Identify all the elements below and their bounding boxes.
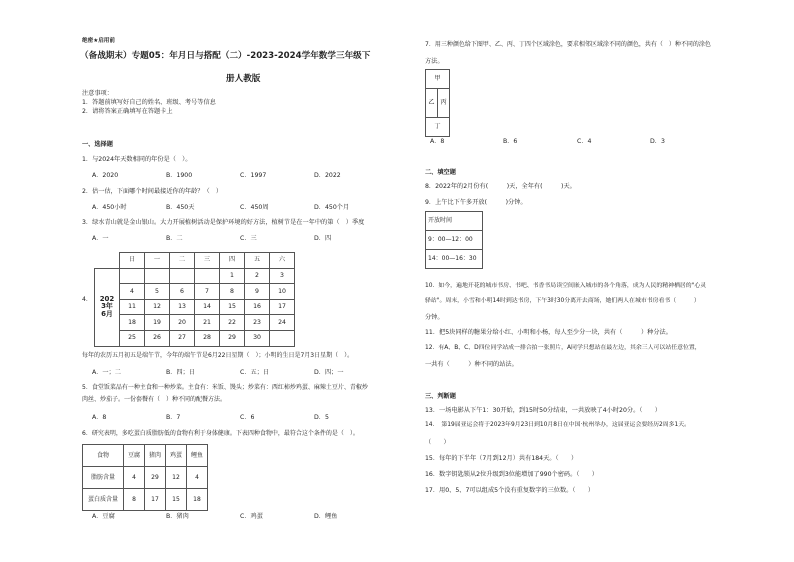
q1-option-d: D．2022 — [314, 172, 341, 179]
question-10-line2: 驿站"。周末，小雪和小明14时到达书房，下午3时30分离开去商场，她们两人在城市书房看书（ ） — [425, 298, 700, 304]
day-cell — [270, 330, 295, 346]
table-cell: 12 — [166, 467, 187, 489]
q3-option-c: C．三 — [240, 235, 257, 242]
table-header: 食物 — [83, 445, 124, 467]
table-cell: 15 — [166, 489, 187, 511]
q6-option-a: A．豆腐 — [92, 513, 115, 520]
question-8: 8．2022年的2月份有( )天，全年有( )天。 — [425, 183, 576, 190]
day-cell: 18 — [120, 315, 145, 331]
question-11: 11．把5块同样的糖果分给小红、小明和小杨，每人至少分一块，共有（ ）种分法。 — [425, 329, 672, 336]
day-cell: 15 — [220, 299, 245, 315]
calendar-month-label: 2023年6月 — [95, 268, 120, 346]
q4-question-text: 每年的农历五月初五是端午节，今年的端午节是6月22日星期（ ）；小明的生日是7月3日星期（ ）。 — [82, 352, 354, 359]
q4-label: 4． — [82, 296, 93, 303]
day-cell: 27 — [170, 330, 195, 346]
notice-item: 2．请将答案正确填写在答题卡上 — [82, 108, 173, 115]
question-6: 6．研究表明，多吃蛋白质脂肪低的食物有利于身体健康。下表四种食物中，最符合这个条件的是（ ）。 — [82, 430, 359, 437]
q7-option-b: B．6 — [503, 138, 518, 145]
weekday-cell: 六 — [270, 253, 295, 269]
day-cell: 28 — [195, 330, 220, 346]
day-cell: 20 — [170, 315, 195, 331]
day-cell: 12 — [145, 299, 170, 315]
day-cell — [170, 268, 195, 284]
q6-option-b: B．猪肉 — [166, 513, 189, 520]
section-heading-judge: 三、判断题 — [425, 393, 456, 400]
table-cell: 脂肪含量 — [83, 467, 124, 489]
day-cell: 22 — [220, 315, 245, 331]
day-cell: 16 — [245, 299, 270, 315]
q6-option-c: C．鸡蛋 — [240, 513, 263, 520]
notice-item: 1．答题前填写好自己的姓名、班级、考号等信息 — [82, 99, 216, 106]
secret-tag: 绝密★启用前 — [82, 38, 115, 44]
section-heading-fill: 二、填空题 — [425, 169, 456, 176]
day-cell — [195, 268, 220, 284]
q2-option-d: D．450个月 — [314, 204, 350, 211]
question-7-line1: 7．用三种颜色给下图甲、乙、丙、丁四个区域涂色，要求相邻区域涂不同的颜色，共有（ ）种不同的涂色 — [425, 41, 711, 48]
weekday-cell: 四 — [220, 253, 245, 269]
day-cell: 13 — [170, 299, 195, 315]
nutrition-table — [82, 444, 208, 511]
question-10-line1: 10．如今，遍地开花的城市书房、书吧、书香书局读空间嵌入城市的各个角落，成为人民的精神栖居的"心灵 — [425, 283, 707, 289]
region-ding: 丁 — [426, 118, 450, 137]
day-cell: 25 — [120, 330, 145, 346]
question-14-line2: （ ） — [425, 439, 450, 446]
table-cell: 9：00—12：00 — [426, 231, 483, 250]
question-1: 1．与2024年天数相同的年份是（ ）。 — [82, 156, 192, 163]
table-cell: 4 — [124, 467, 145, 489]
q2-option-b: B．450天 — [166, 204, 195, 211]
day-cell: 29 — [220, 330, 245, 346]
day-cell: 11 — [120, 299, 145, 315]
table-header: 猪肉 — [145, 445, 166, 467]
table-header: 鲤鱼 — [187, 445, 208, 467]
day-cell: 5 — [145, 284, 170, 300]
weekday-cell: 五 — [245, 253, 270, 269]
table-cell: 蛋白质含量 — [83, 489, 124, 511]
page-title-line2: 册人教版 — [226, 74, 261, 84]
question-15: 15．每年的下半年（7月到12月）共有184天。（ ） — [425, 455, 578, 462]
coloring-grid — [425, 69, 450, 137]
q1-option-b: B．1900 — [166, 172, 193, 179]
q1-option-c: C．1997 — [240, 172, 267, 179]
question-5-line2: 肉丝、炒茄子。一份套餐有（ ）种不同的配餐方法。 — [82, 396, 227, 403]
day-cell: 19 — [145, 315, 170, 331]
q2-option-a: A．450小时 — [92, 204, 127, 211]
weekday-cell: 二 — [170, 253, 195, 269]
weekday-cell: 日 — [120, 253, 145, 269]
q5-option-d: D．5 — [314, 414, 329, 421]
weekday-cell: 一 — [145, 253, 170, 269]
question-10-line3: 分钟。 — [425, 314, 444, 321]
question-7-line2: 方法。 — [425, 58, 444, 65]
q5-option-c: C．6 — [240, 414, 255, 421]
question-12-line1: 12．有A、B、C、D四位同学站成一排合拍一张照片，A同学只想站在最左边，其余三人可以站任意位置， — [425, 345, 701, 351]
question-13: 13．一场电影从下午1：30开始，到15时50分结束，一共放映了4小时20分。（ ） — [425, 407, 661, 414]
day-cell — [120, 268, 145, 284]
day-cell: 4 — [120, 284, 145, 300]
q7-option-c: C．4 — [577, 138, 592, 145]
q1-option-a: A．2020 — [92, 172, 119, 179]
q5-option-a: A．8 — [92, 414, 107, 421]
day-cell: 1 — [220, 268, 245, 284]
table-cell: 18 — [187, 489, 208, 511]
q4-option-a: A．一；二 — [92, 369, 121, 376]
calendar-header-row — [95, 253, 295, 269]
q7-option-a: A．8 — [430, 138, 445, 145]
region-yi: 乙 — [426, 89, 438, 118]
table-row — [83, 489, 208, 511]
question-14-line1: 14． 第19届亚运会将于2023年9月23日到10月8日在中国·杭州举办，这届亚运会要经历2周多1天。 — [425, 422, 691, 428]
day-cell — [145, 268, 170, 284]
question-12-line2: 一共有（ ）种不同的站法。 — [425, 361, 518, 368]
table-cell: 17 — [145, 489, 166, 511]
q4-option-c: C．五；日 — [240, 369, 270, 376]
question-17: 17．用0、5、7可以组成5个没有重复数字的三位数。（ ） — [425, 487, 595, 494]
day-cell: 10 — [270, 284, 295, 300]
day-cell: 9 — [245, 284, 270, 300]
day-cell: 2 — [245, 268, 270, 284]
calendar-table — [94, 252, 295, 347]
table-cell: 8 — [124, 489, 145, 511]
question-16: 16．数字钥匙锁从2位升级到3位能增加了990个密码。（ ） — [425, 471, 598, 478]
day-cell: 26 — [145, 330, 170, 346]
table-cell: 4 — [187, 467, 208, 489]
question-9: 9．上午比下午多开放( )分钟。 — [425, 199, 527, 206]
question-3: 3．绿水青山就是金山银山。大力开展植树活动是保护环境的好方法，植树节是在一年中的第（ ）季度 — [82, 219, 365, 226]
page-title-line1: （备战期末）专题05：年月日与搭配（二）-2023-2024学年数学三年级下 — [80, 51, 371, 61]
day-cell: 14 — [195, 299, 220, 315]
day-cell: 21 — [195, 315, 220, 331]
table-cell: 29 — [145, 467, 166, 489]
q4-option-d: D．四；一 — [314, 369, 344, 376]
day-cell: 23 — [245, 315, 270, 331]
section-heading-choice: 一、选择题 — [82, 141, 113, 148]
table-header: 豆腐 — [124, 445, 145, 467]
q6-option-d: D．鲤鱼 — [314, 513, 338, 520]
q3-option-d: D．四 — [314, 235, 332, 242]
day-cell: 3 — [270, 268, 295, 284]
region-jia: 甲 — [426, 70, 450, 89]
notice-heading: 注意事项： — [82, 90, 113, 97]
day-cell: 6 — [170, 284, 195, 300]
table-row — [83, 467, 208, 489]
day-cell: 8 — [220, 284, 245, 300]
q4-option-b: B．四；日 — [166, 369, 195, 376]
table-header: 鸡蛋 — [166, 445, 187, 467]
weekday-cell: 三 — [195, 253, 220, 269]
q7-option-d: D．3 — [650, 138, 665, 145]
question-5-line1: 5．食堂饭菜品有一种主食和一种炒菜。主食有：米饭、馒头；炒菜有：西红柿炒鸡蛋、麻辣土豆片、青椒炒 — [82, 384, 368, 391]
day-cell: 17 — [270, 299, 295, 315]
day-cell: 24 — [270, 315, 295, 331]
q3-option-b: B．二 — [166, 235, 183, 242]
table-header-row — [83, 445, 208, 467]
opening-hours-table — [425, 211, 483, 269]
region-bing: 丙 — [438, 89, 450, 118]
table-header: 开放时间 — [426, 212, 483, 231]
day-cell: 7 — [195, 284, 220, 300]
q3-option-a: A．一 — [92, 235, 109, 242]
question-2: 2．估一估，下面哪个时间最接近你的年龄？（ ） — [82, 188, 223, 195]
q2-option-c: C．450周 — [240, 204, 269, 211]
table-cell: 14：00—16：30 — [426, 250, 483, 269]
q5-option-b: B．7 — [166, 414, 181, 421]
day-cell: 30 — [245, 330, 270, 346]
